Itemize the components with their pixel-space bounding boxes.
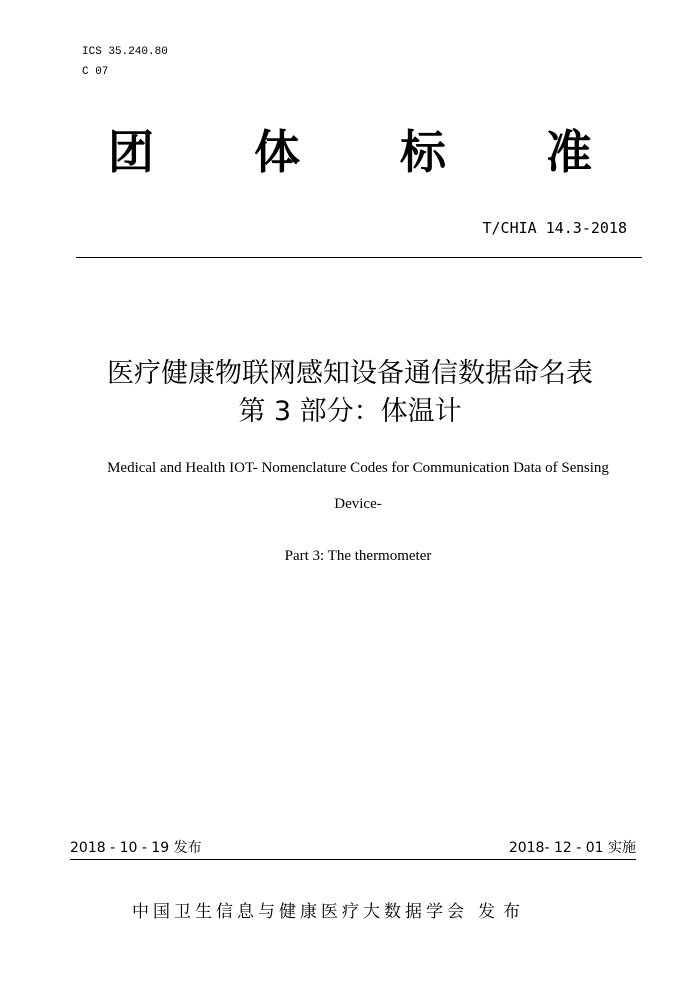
english-title-line-2: Device- bbox=[334, 496, 382, 512]
standard-type-char: 体 bbox=[254, 125, 300, 179]
publish-date: 2018 - 10 - 19 发布 bbox=[70, 840, 202, 856]
chinese-title-line-2: 第 3 部分：体温计 bbox=[238, 396, 462, 427]
effective-date: 2018- 12 - 01 实施 bbox=[508, 840, 636, 856]
standard-type-char: 标 bbox=[400, 125, 446, 179]
standard-code: T/CHIA 14.3-2018 bbox=[482, 219, 627, 237]
chinese-title-line-1: 医疗健康物联网感知设备通信数据命名表 bbox=[107, 358, 593, 389]
standard-type-char: 准 bbox=[546, 125, 592, 179]
standard-type-char: 团 bbox=[108, 125, 154, 179]
standard-type-title bbox=[60, 122, 640, 182]
english-subtitle: Part 3: The thermometer bbox=[284, 548, 432, 564]
publisher-line bbox=[132, 900, 528, 924]
classification-codes bbox=[82, 42, 168, 82]
publisher-action: 发布 bbox=[478, 902, 528, 922]
ics-code: ICS 35.240.80 bbox=[82, 46, 168, 58]
publisher-name: 中国卫生信息与健康医疗大数据学会 bbox=[132, 902, 468, 922]
english-title-line-1: Medical and Health IOT- Nomenclature Codes for Communication Data of Sensing bbox=[107, 460, 609, 476]
footer-divider bbox=[70, 859, 636, 860]
header-divider bbox=[76, 257, 642, 258]
ccs-code: C 07 bbox=[82, 66, 109, 78]
